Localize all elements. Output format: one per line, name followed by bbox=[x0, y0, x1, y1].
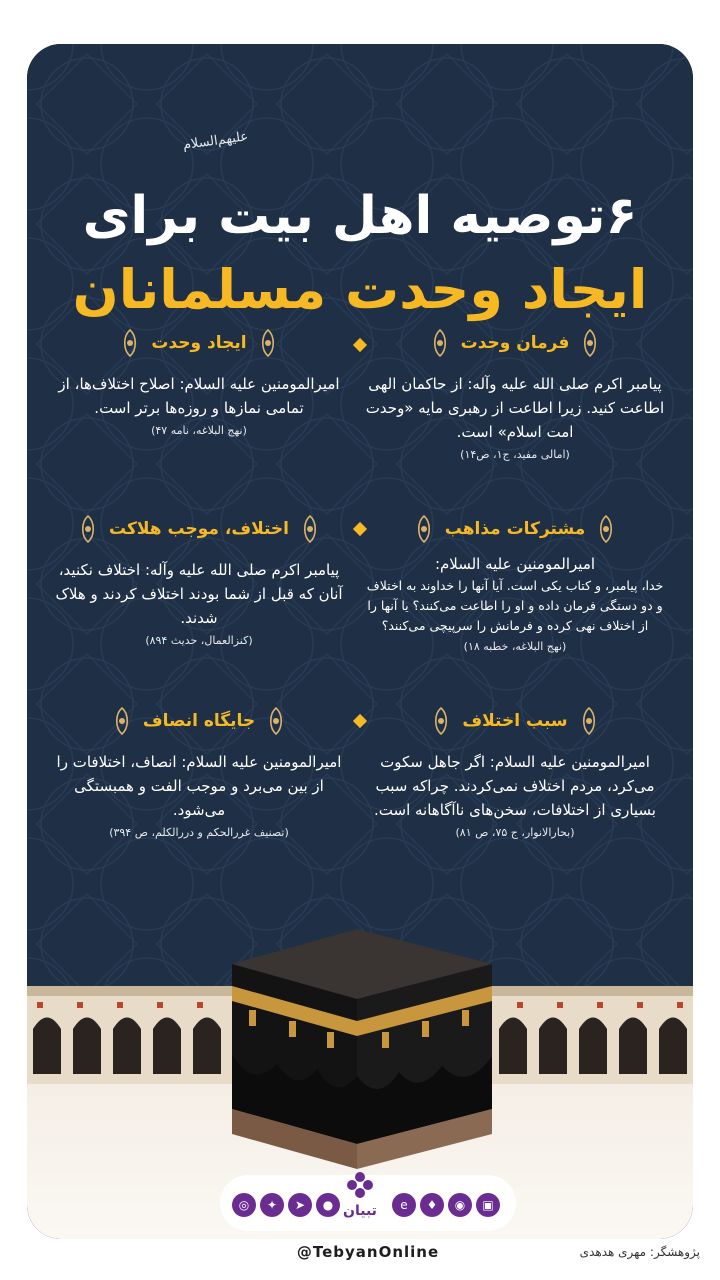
section-body: پیامبر اکرم صلی الله علیه وآله: اختلاف نکنید، آنان که قبل از شما بودند اختلاف کردند و هلاک شدند. bbox=[55, 561, 343, 627]
section-body: امیرالمومنین علیه السلام: انصاف، اختلافات را از بین می‌برد و موجب الفت و همبستگی می‌شود. bbox=[56, 753, 342, 819]
ornament-icon bbox=[111, 706, 133, 736]
section-title: مشترکات مذاهب bbox=[444, 519, 586, 539]
honorific-calligraphy: علیهم‌السلام bbox=[182, 129, 250, 154]
section-farman-vahdat bbox=[365, 326, 665, 464]
ornament-icon bbox=[257, 328, 279, 358]
section-ekhtelaf-halakat bbox=[49, 512, 349, 650]
infographic-card bbox=[27, 44, 693, 1239]
ornament-icon bbox=[595, 514, 617, 544]
section-title: فرمان وحدت bbox=[460, 333, 570, 353]
section-body: پیامبر اکرم صلی الله علیه وآله: از حاکمان الهی اطاعت کنید. زیرا اطاعت از رهبری مایه «وحدت امت اسلام» است. bbox=[365, 375, 665, 441]
section-moshtarakat-mazaheb bbox=[365, 512, 665, 656]
ornament-icon bbox=[579, 328, 601, 358]
ornament-icon bbox=[429, 328, 451, 358]
section-sabab-ekhtelaf bbox=[365, 704, 665, 842]
instagram-icon[interactable]: ◎ bbox=[232, 1193, 256, 1217]
twitter-icon[interactable]: ✦ bbox=[260, 1193, 284, 1217]
section-lead: امیرالمومنین علیه السلام: bbox=[434, 555, 596, 573]
section-title: اختلاف، موجب هلاکت bbox=[109, 519, 289, 539]
ornament-icon bbox=[413, 514, 435, 544]
section-reference: (تصنیف غررالحکم و دررالکلم، ص ۳۹۴) bbox=[109, 826, 289, 839]
section-reference: (نهج البلاغه، نامه ۴۷) bbox=[151, 424, 247, 437]
section-reference: (کنزالعمال، حدیث ۸۹۴) bbox=[145, 634, 253, 647]
tebyan-logo-icon bbox=[345, 1170, 375, 1200]
ornament-icon bbox=[77, 514, 99, 544]
section-body: خدا، پیامبر، و کتاب یکی است. آیا آنها را خداوند به اختلاف و دو دستگی فرمان داده و او را اطاعت می‌کنند؟ یا آنها را از اختلاف نهی کرده و فرمانش را سرپیچی می‌کنند؟ bbox=[366, 578, 664, 633]
ornament-icon bbox=[578, 706, 600, 736]
aparat-icon[interactable]: ● bbox=[316, 1193, 340, 1217]
researcher-credit: پژوهشگر: مهری هدهدی bbox=[579, 1245, 700, 1259]
section-reference: (بحارالانوار، ج ۷۵، ص ۸۱) bbox=[455, 826, 575, 839]
section-reference: (امالی مفید، ج۱، ص۱۴) bbox=[460, 448, 570, 461]
title-line-1: ۶توصیه اهل بیت برای bbox=[82, 186, 638, 246]
cast-icon[interactable]: ▣ bbox=[476, 1193, 500, 1217]
section-body: امیرالمومنین علیه السلام: اگر جاهل سکوت می‌کرد، مردم اختلاف نمی‌کردند. چراکه سبب بسیاری از اختلافات، سخن‌های ناآگاهانه است. bbox=[374, 753, 656, 819]
section-ijad-vahdat bbox=[49, 326, 349, 440]
ornament-icon bbox=[430, 706, 452, 736]
telegram-icon[interactable]: ➤ bbox=[288, 1193, 312, 1217]
ornament-icon bbox=[119, 328, 141, 358]
section-title: سبب اختلاف bbox=[462, 711, 568, 731]
title-line-2: ایجاد وحدت مسلمانان bbox=[72, 258, 648, 321]
ornament-icon bbox=[299, 514, 321, 544]
section-jaygah-ensaf bbox=[49, 704, 349, 842]
section-body: امیرالمومنین علیه السلام: اصلاح اختلاف‌ها، از تمامی نمازها و روزه‌ها برتر است. bbox=[58, 375, 340, 417]
section-title: جایگاه انصاف bbox=[142, 711, 256, 731]
rubika-icon[interactable]: ♦ bbox=[420, 1193, 444, 1217]
ornament-icon bbox=[265, 706, 287, 736]
section-title: ایجاد وحدت bbox=[151, 333, 247, 353]
brand-name: تبیان bbox=[343, 1203, 377, 1219]
social-handle[interactable]: @TebyanOnline bbox=[296, 1243, 440, 1261]
bale-icon[interactable]: ◉ bbox=[448, 1193, 472, 1217]
eitaa-icon[interactable]: e bbox=[392, 1193, 416, 1217]
section-reference: (نهج البلاغه، خطبه ۱۸) bbox=[463, 640, 567, 653]
